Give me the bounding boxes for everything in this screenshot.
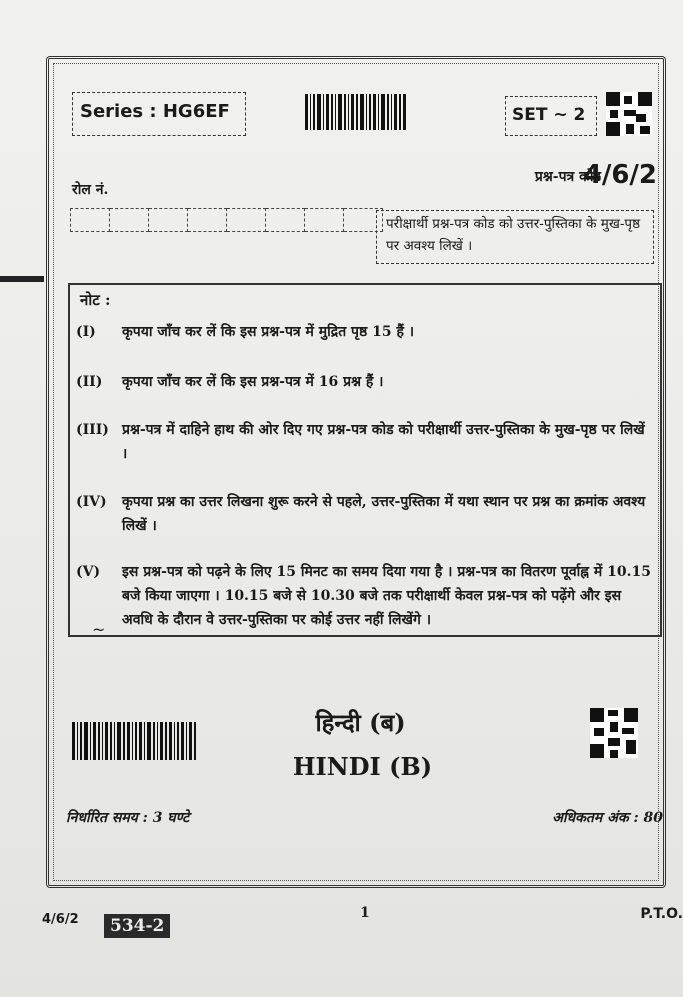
note-number: (III) <box>76 422 109 438</box>
time-allowed: निर्धारित समय : 3 घण्टे <box>66 810 190 826</box>
note-item <box>76 320 652 344</box>
subject-title-hindi: हिन्दी (ब) <box>315 708 406 737</box>
instruction-text: परीक्षार्थी प्रश्न-पत्र कोड को उत्तर-पुस्तिका के मुख-पृष्ठ पर अवश्य लिखें । <box>386 216 641 254</box>
roll-number-label: रोल नं. <box>72 182 109 198</box>
series-label: Series : HG6EF <box>80 101 230 122</box>
notes-title: नोट : <box>80 291 111 309</box>
max-marks: अधिकतम अंक : 80 <box>552 810 663 826</box>
note-item <box>76 370 652 394</box>
note-item <box>76 490 652 538</box>
pen-mark: ~ <box>92 620 106 639</box>
set-qr-code-icon <box>606 92 652 136</box>
paper-code-value: 4/6/2 <box>583 160 657 190</box>
footer-paper-code: 4/6/2 <box>42 912 79 927</box>
top-barcode <box>305 94 408 130</box>
paper-number-badge: 534-2 <box>104 914 170 938</box>
note-number: (I) <box>76 324 96 340</box>
paper-code-label: प्रश्न-पत्र कोड <box>534 169 601 185</box>
note-text: कृपया जाँच कर लें कि इस प्रश्न-पत्र में मुद्रित पृष्ठ 15 हैं । <box>122 324 415 340</box>
subject-qr-code-icon <box>590 708 638 758</box>
note-text: प्रश्न-पत्र में दाहिने हाथ की ओर दिए गए प्रश्न-पत्र कोड को परीक्षार्थी उत्तर-पुस्तिका के मुख-पृष्ठ पर लिखें । <box>122 422 645 462</box>
margin-mark <box>0 276 44 282</box>
note-number: (IV) <box>76 494 107 510</box>
subject-title-english: HINDI (B) <box>292 752 433 781</box>
set-label: SET ~ 2 <box>512 105 586 125</box>
note-text: कृपया प्रश्न का उत्तर लिखना शुरू करने से पहले, उत्तर-पुस्तिका में यथा स्थान पर प्रश्न का क्रमांक अवश्य लिखें । <box>122 494 646 534</box>
please-turn-over: P.T.O. <box>640 906 683 922</box>
note-item <box>76 418 652 466</box>
page-number: 1 <box>360 905 370 921</box>
note-number: (V) <box>76 564 101 580</box>
note-number: (II) <box>76 374 103 390</box>
note-item <box>76 560 652 632</box>
note-text: कृपया जाँच कर लें कि इस प्रश्न-पत्र में 16 प्रश्न हैं । <box>122 374 384 390</box>
roll-number-boxes <box>70 208 383 232</box>
note-text: इस प्रश्न-पत्र को पढ़ने के लिए 15 मिनट का समय दिया गया है । प्रश्न-पत्र का वितरण पूर्वाह्न में 10.15 बजे किया जाएगा । 10.15 बजे से 10.30 बजे तक परीक्षार्थी केवल प्रश्न-पत्र को पढ़ेंगे और इस अवधि के दौरान वे उत्तर-पुस्तिका पर कोई उत्तर नहीं लिखेंगे । <box>122 564 651 628</box>
